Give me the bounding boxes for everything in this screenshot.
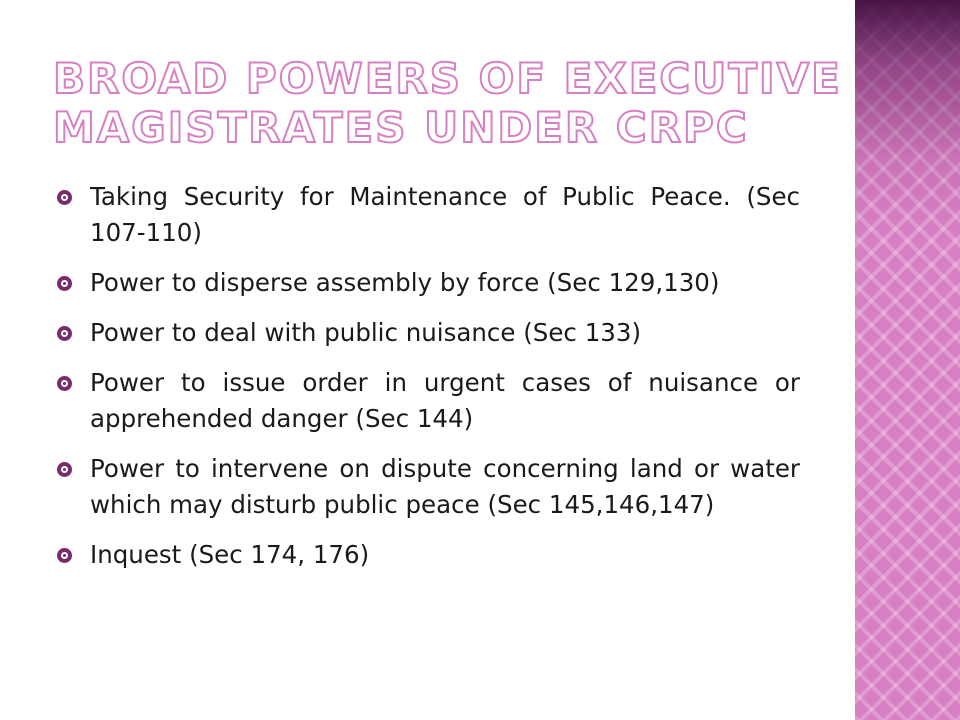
bullet-item: [58, 265, 800, 301]
decorative-side-band: [855, 0, 960, 720]
slide-title: BROAD POWERS OF EXECUTIVE MAGISTRATES UNDER CRPC: [53, 54, 842, 152]
circle-bullet-icon: [58, 191, 71, 204]
circle-bullet-icon: [58, 549, 71, 562]
bullet-text: Power to disperse assembly by force (Sec 129,130): [90, 268, 720, 297]
bullet-item: [58, 537, 800, 573]
bullet-item: [58, 315, 800, 351]
bullet-list: [58, 179, 800, 587]
circle-bullet-icon: [58, 277, 71, 290]
bullet-item: [58, 451, 800, 523]
bullet-text: Power to deal with public nuisance (Sec 133): [90, 318, 642, 347]
bullet-text: Taking Security for Maintenance of Public Peace. (Sec 107-110): [90, 182, 800, 247]
bullet-item: [58, 365, 800, 437]
bullet-text: Power to issue order in urgent cases of nuisance or apprehended danger (Sec 144): [90, 368, 800, 433]
bullet-item: [58, 179, 800, 251]
circle-bullet-icon: [58, 463, 71, 476]
bullet-text: Power to intervene on dispute concerning land or water which may disturb public peace (Sec 145,146,147): [90, 454, 800, 519]
bullet-text: Inquest (Sec 174, 176): [90, 540, 370, 569]
circle-bullet-icon: [58, 377, 71, 390]
circle-bullet-icon: [58, 327, 71, 340]
